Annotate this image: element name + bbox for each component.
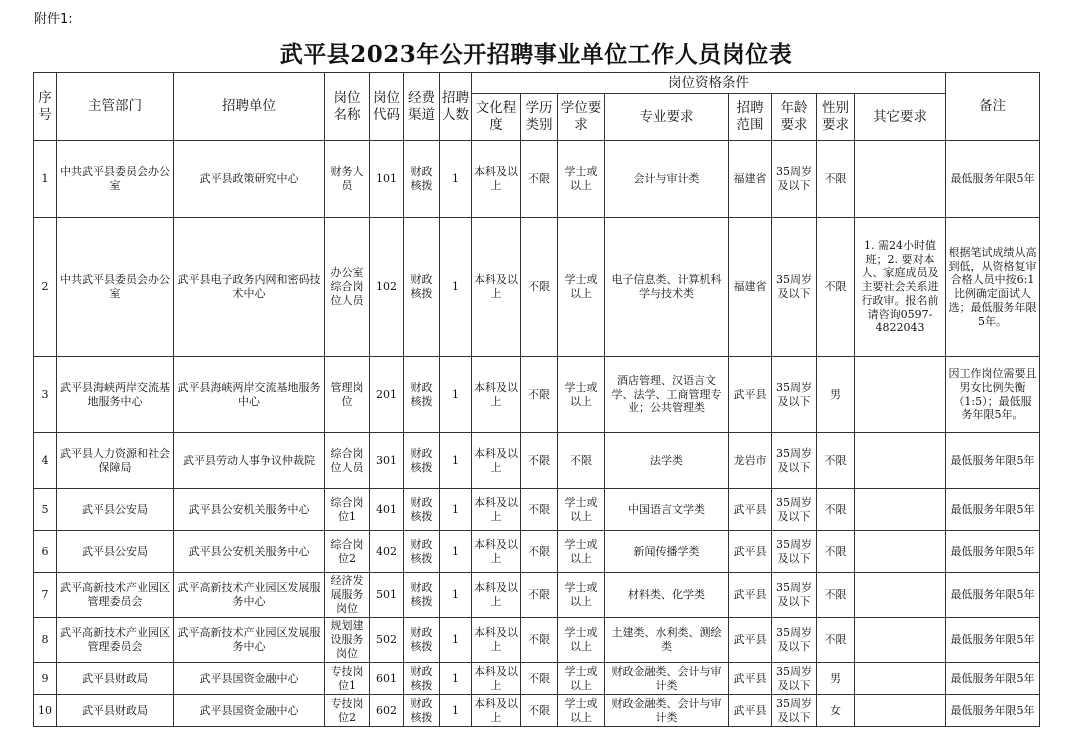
table-row: [34, 433, 1040, 489]
cell-gender: 不限: [817, 573, 855, 618]
cell-seq: 2: [34, 218, 57, 357]
cell-seq: 3: [34, 357, 57, 433]
table-row: [34, 531, 1040, 573]
cell-edu-type: 不限: [521, 218, 558, 357]
cell-scope: 武平县: [729, 531, 772, 573]
cell-dept: 武平高新技术产业园区管理委员会: [57, 573, 174, 618]
cell-other: [855, 489, 946, 531]
cell-scope: 福建省: [729, 218, 772, 357]
cell-post-name: 经济发展服务岗位: [325, 573, 370, 618]
cell-post-name: 综合岗位1: [325, 489, 370, 531]
cell-unit: 武平县海峡两岸交流基地服务中心: [174, 357, 325, 433]
cell-major: 财政金融类、会计与审计类: [605, 663, 729, 695]
cell-age: 35周岁及以下: [772, 695, 817, 727]
cell-degree: 学士或以上: [558, 531, 605, 573]
cell-degree: 学士或以上: [558, 695, 605, 727]
cell-post-code: 301: [370, 433, 404, 489]
cell-remarks: 最低服务年限5年: [946, 663, 1040, 695]
cell-seq: 6: [34, 531, 57, 573]
cell-edu-type: 不限: [521, 357, 558, 433]
cell-count: 1: [440, 573, 472, 618]
cell-age: 35周岁及以下: [772, 141, 817, 218]
header-scope: 招聘范围: [729, 94, 772, 141]
cell-funding: 财政核拨: [404, 531, 440, 573]
cell-remarks: 根据笔试成绩从高到低，从资格复审合格人员中按6:1比例确定面试人选；最低服务年限5年。: [946, 218, 1040, 357]
header-post-name: 岗位名称: [325, 73, 370, 141]
cell-dept: 中共武平县委员会办公室: [57, 141, 174, 218]
header-edu-type: 学历类别: [521, 94, 558, 141]
cell-age: 35周岁及以下: [772, 218, 817, 357]
table-row: [34, 357, 1040, 433]
cell-education: 本科及以上: [472, 618, 521, 663]
cell-degree: 学士或以上: [558, 618, 605, 663]
cell-education: 本科及以上: [472, 433, 521, 489]
attachment-label: 附件1:: [34, 12, 73, 27]
cell-scope: 武平县: [729, 695, 772, 727]
cell-funding: 财政核拨: [404, 663, 440, 695]
cell-degree: 学士或以上: [558, 218, 605, 357]
cell-post-code: 402: [370, 531, 404, 573]
cell-seq: 5: [34, 489, 57, 531]
header-count: 招聘人数: [440, 73, 472, 141]
cell-scope: 龙岩市: [729, 433, 772, 489]
cell-count: 1: [440, 218, 472, 357]
cell-major: 新闻传播学类: [605, 531, 729, 573]
cell-funding: 财政核拨: [404, 573, 440, 618]
cell-dept: 武平高新技术产业园区管理委员会: [57, 618, 174, 663]
cell-edu-type: 不限: [521, 663, 558, 695]
cell-funding: 财政核拨: [404, 141, 440, 218]
cell-degree: 学士或以上: [558, 357, 605, 433]
cell-other: [855, 531, 946, 573]
cell-major: 中国语言文学类: [605, 489, 729, 531]
cell-major: 法学类: [605, 433, 729, 489]
cell-remarks: 最低服务年限5年: [946, 618, 1040, 663]
table-row: [34, 618, 1040, 663]
cell-age: 35周岁及以下: [772, 618, 817, 663]
cell-post-code: 601: [370, 663, 404, 695]
cell-gender: 不限: [817, 218, 855, 357]
cell-remarks: 最低服务年限5年: [946, 433, 1040, 489]
cell-major: 酒店管理、汉语言文学、法学、工商管理专业；公共管理类: [605, 357, 729, 433]
cell-remarks: 最低服务年限5年: [946, 141, 1040, 218]
cell-edu-type: 不限: [521, 531, 558, 573]
header-other: 其它要求: [855, 94, 946, 141]
page-title: 武平县2023年公开招聘事业单位工作人员岗位表: [279, 41, 793, 68]
job-positions-table: [33, 72, 1040, 727]
cell-scope: 福建省: [729, 141, 772, 218]
header-degree: 学位要求: [558, 94, 605, 141]
cell-dept: 武平县人力资源和社会保障局: [57, 433, 174, 489]
cell-funding: 财政核拨: [404, 218, 440, 357]
header-post-code: 岗位代码: [370, 73, 404, 141]
cell-dept: 武平县海峡两岸交流基地服务中心: [57, 357, 174, 433]
cell-dept: 武平县公安局: [57, 531, 174, 573]
cell-other: [855, 663, 946, 695]
cell-other: [855, 141, 946, 218]
cell-post-code: 602: [370, 695, 404, 727]
cell-education: 本科及以上: [472, 489, 521, 531]
cell-seq: 7: [34, 573, 57, 618]
cell-dept: 中共武平县委员会办公室: [57, 218, 174, 357]
cell-unit: 武平高新技术产业园区发展服务中心: [174, 618, 325, 663]
cell-gender: 不限: [817, 489, 855, 531]
cell-degree: 学士或以上: [558, 573, 605, 618]
header-seq: 序号: [34, 73, 57, 141]
cell-post-name: 财务人员: [325, 141, 370, 218]
cell-post-code: 501: [370, 573, 404, 618]
cell-major: 土建类、水利类、测绘类: [605, 618, 729, 663]
cell-unit: 武平县政策研究中心: [174, 141, 325, 218]
table-row: [34, 663, 1040, 695]
cell-unit: 武平县公安机关服务中心: [174, 489, 325, 531]
cell-post-code: 502: [370, 618, 404, 663]
cell-funding: 财政核拨: [404, 618, 440, 663]
header-dept: 主管部门: [57, 73, 174, 141]
cell-age: 35周岁及以下: [772, 663, 817, 695]
header-unit: 招聘单位: [174, 73, 325, 141]
cell-count: 1: [440, 489, 472, 531]
cell-age: 35周岁及以下: [772, 573, 817, 618]
cell-post-name: 综合岗位2: [325, 531, 370, 573]
cell-dept: 武平县公安局: [57, 489, 174, 531]
cell-education: 本科及以上: [472, 218, 521, 357]
cell-other: [855, 573, 946, 618]
cell-post-code: 102: [370, 218, 404, 357]
cell-remarks: 因工作岗位需要且男女比例失衡（1:5）；最低服务年限5年。: [946, 357, 1040, 433]
cell-count: 1: [440, 141, 472, 218]
table-row: [34, 573, 1040, 618]
cell-scope: 武平县: [729, 357, 772, 433]
table-row: [34, 141, 1040, 218]
cell-other: [855, 357, 946, 433]
cell-post-name: 办公室综合岗位人员: [325, 218, 370, 357]
header-remarks: 备注: [946, 73, 1040, 141]
cell-degree: 学士或以上: [558, 489, 605, 531]
header-qualifications: 岗位资格条件: [472, 73, 946, 94]
cell-gender: 不限: [817, 141, 855, 218]
cell-seq: 1: [34, 141, 57, 218]
cell-edu-type: 不限: [521, 695, 558, 727]
cell-major: 材料类、化学类: [605, 573, 729, 618]
cell-other: [855, 618, 946, 663]
cell-funding: 财政核拨: [404, 433, 440, 489]
table-row: [34, 695, 1040, 727]
cell-other: [855, 695, 946, 727]
cell-edu-type: 不限: [521, 489, 558, 531]
cell-major: 财政金融类、会计与审计类: [605, 695, 729, 727]
cell-education: 本科及以上: [472, 357, 521, 433]
cell-count: 1: [440, 357, 472, 433]
cell-post-code: 401: [370, 489, 404, 531]
cell-dept: 武平县财政局: [57, 663, 174, 695]
cell-gender: 不限: [817, 433, 855, 489]
header-education: 文化程度: [472, 94, 521, 141]
cell-major: 电子信息类、计算机科学与技术类: [605, 218, 729, 357]
cell-gender: 不限: [817, 618, 855, 663]
cell-education: 本科及以上: [472, 695, 521, 727]
cell-post-name: 管理岗位: [325, 357, 370, 433]
cell-age: 35周岁及以下: [772, 433, 817, 489]
cell-unit: 武平高新技术产业园区发展服务中心: [174, 573, 325, 618]
cell-remarks: 最低服务年限5年: [946, 531, 1040, 573]
cell-unit: 武平县公安机关服务中心: [174, 531, 325, 573]
cell-edu-type: 不限: [521, 141, 558, 218]
cell-gender: 男: [817, 663, 855, 695]
cell-post-code: 101: [370, 141, 404, 218]
cell-education: 本科及以上: [472, 663, 521, 695]
header-gender: 性别要求: [817, 94, 855, 141]
cell-age: 35周岁及以下: [772, 357, 817, 433]
cell-age: 35周岁及以下: [772, 531, 817, 573]
cell-post-name: 专技岗位1: [325, 663, 370, 695]
cell-edu-type: 不限: [521, 618, 558, 663]
cell-remarks: 最低服务年限5年: [946, 489, 1040, 531]
cell-seq: 8: [34, 618, 57, 663]
cell-gender: 女: [817, 695, 855, 727]
cell-post-name: 综合岗位人员: [325, 433, 370, 489]
cell-degree: 不限: [558, 433, 605, 489]
cell-post-name: 规划建设服务岗位: [325, 618, 370, 663]
table-row: [34, 489, 1040, 531]
cell-seq: 4: [34, 433, 57, 489]
cell-age: 35周岁及以下: [772, 489, 817, 531]
cell-edu-type: 不限: [521, 433, 558, 489]
cell-count: 1: [440, 531, 472, 573]
cell-degree: 学士或以上: [558, 141, 605, 218]
cell-education: 本科及以上: [472, 573, 521, 618]
cell-remarks: 最低服务年限5年: [946, 573, 1040, 618]
cell-education: 本科及以上: [472, 141, 521, 218]
cell-gender: 不限: [817, 531, 855, 573]
cell-scope: 武平县: [729, 663, 772, 695]
cell-count: 1: [440, 433, 472, 489]
cell-post-code: 201: [370, 357, 404, 433]
cell-post-name: 专技岗位2: [325, 695, 370, 727]
cell-funding: 财政核拨: [404, 695, 440, 727]
cell-major: 会计与审计类: [605, 141, 729, 218]
table-row: [34, 218, 1040, 357]
cell-gender: 男: [817, 357, 855, 433]
cell-funding: 财政核拨: [404, 357, 440, 433]
cell-count: 1: [440, 618, 472, 663]
cell-seq: 10: [34, 695, 57, 727]
cell-unit: 武平县国资金融中心: [174, 663, 325, 695]
cell-seq: 9: [34, 663, 57, 695]
cell-other: 1. 需24小时值班；2. 要对本人、家庭成员及主要社会关系进行政审。报名前请咨询0597-4822043: [855, 218, 946, 357]
cell-unit: 武平县劳动人事争议仲裁院: [174, 433, 325, 489]
cell-unit: 武平县电子政务内网和密码技术中心: [174, 218, 325, 357]
cell-remarks: 最低服务年限5年: [946, 695, 1040, 727]
cell-other: [855, 433, 946, 489]
cell-dept: 武平县财政局: [57, 695, 174, 727]
cell-unit: 武平县国资金融中心: [174, 695, 325, 727]
cell-count: 1: [440, 663, 472, 695]
header-funding: 经费渠道: [404, 73, 440, 141]
cell-scope: 武平县: [729, 489, 772, 531]
cell-degree: 学士或以上: [558, 663, 605, 695]
header-major: 专业要求: [605, 94, 729, 141]
cell-edu-type: 不限: [521, 573, 558, 618]
cell-funding: 财政核拨: [404, 489, 440, 531]
cell-education: 本科及以上: [472, 531, 521, 573]
cell-scope: 武平县: [729, 618, 772, 663]
cell-scope: 武平县: [729, 573, 772, 618]
cell-count: 1: [440, 695, 472, 727]
header-age: 年龄要求: [772, 94, 817, 141]
